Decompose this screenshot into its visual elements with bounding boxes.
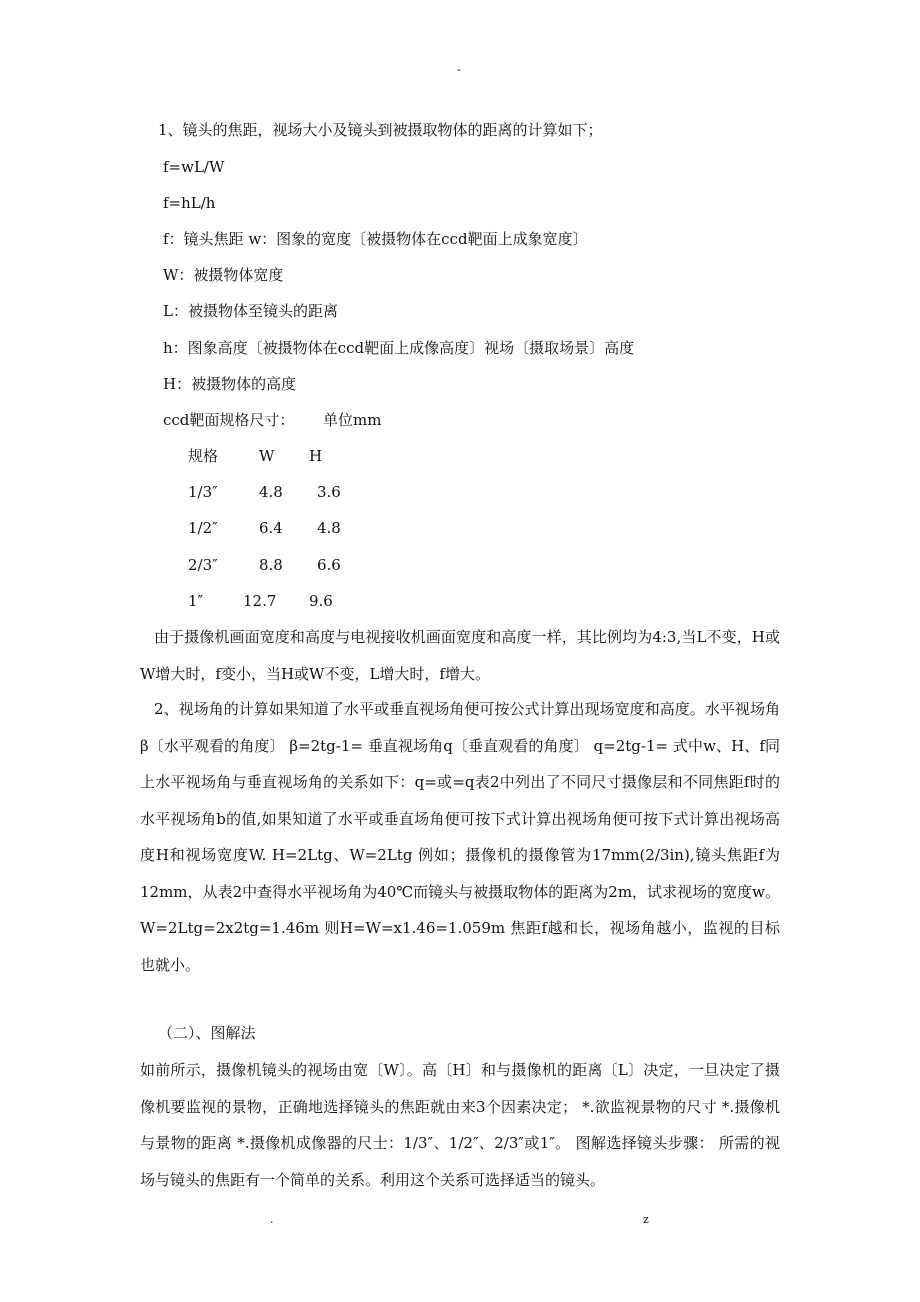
table-cell: 4.8 [317,519,341,537]
table-cell: 4.8 [259,483,283,501]
table-cell: 2/3″ [188,556,218,574]
formula-f-hl: f=hL/h [163,194,216,212]
definition-h: h：图象高度〔被摄物体在ccd靶面上成像高度〕视场〔摄取场景〕高度 [163,339,635,357]
definition-W: W：被摄物体宽度 [163,266,284,284]
table-cell: 6.6 [317,556,341,574]
paragraph-graphic-method: 如前所示，摄像机镜头的视场由宽〔W〕。高〔H〕和与摄像机的距离〔L〕决定，一旦决定了摄像机要监视的景物，正确地选择镜头的焦距就由来3个因素决定； *.欲监视景物的尺寸 *.摄像机与景物的距离 *.摄像机成像器的尺士：1/3″、1/2″、2/3″或1″。 图解选择镜头步骤： 所需的视场与镜头的焦距有一个简单的关系。利用这个关系可选择适当的镜头。 [140,1061,780,1189]
table-cell: 1″ [188,592,204,610]
paragraph-ratio: 由于摄像机画面宽度和高度与电视接收机画面宽度和高度一样，其比例均为4:3,当L不变，H或W增大时，f变小，当H或W不变，L增大时，f增大。 [140,628,780,683]
ccd-table-title: ccd靶面规格尺寸： [163,411,295,429]
table-cell: 6.4 [259,519,283,537]
table-header-spec: 规格 [188,447,219,465]
table-cell: 1/3″ [188,483,218,501]
formula-f-wl: f=wL/W [163,158,225,176]
footer-left-mark: . [270,1213,274,1226]
ccd-table-unit: 单位mm [323,411,382,429]
definition-L: L：被摄物体至镜头的距离 [163,302,338,320]
definition-H: H：被摄物体的高度 [163,375,297,393]
header-mark: - [457,63,461,76]
table-cell: 12.7 [243,592,277,610]
table-cell: 1/2″ [188,519,218,537]
footer-right-mark: z [643,1213,649,1226]
table-header-h: H [309,447,323,465]
table-cell: 9.6 [309,592,333,610]
table-header-w: W [259,447,275,465]
paragraph-view-angle: 2、视场角的计算如果知道了水平或垂直视场角便可按公式计算出现场宽度和高度。水平视场角 β〔水平观看的角度〕 β=2tg-1= 垂直视场角q〔垂直观看的角度〕 q=2tg-1= 式中w、H、f同上水平视场角与垂直视场角的关系如下：q=或=q表2中列出了不同尺寸摄像层和不同焦距f时的水平视场角b的值,如果知道了水平或垂直场角便可按下式计算出视场角便可按下式计算出视场高度H和视场宽度W. H=2Ltg、W=2Ltg 例如；摄像机的摄像管为17mm(2/3in),镜头焦距f为12mm，从表2中查得水平视场角为40℃而镜头与被摄取物体的距离为2m，试求视场的宽度w。 W=2Ltg=2x2tg=1.46m 则H=W=x1.46=1.059m 焦距f越和长，视场角越小，监视的目标也就小。 [140,700,780,974]
table-cell: 8.8 [259,556,283,574]
section1-title: 1、镜头的焦距，视场大小及镜头到被摄取物体的距离的计算如下； [158,121,603,139]
table-cell: 3.6 [317,483,341,501]
definition-f: f：镜头焦距 w：图象的宽度〔被摄物体在ccd靶面上成象宽度〕 [163,230,588,248]
section2-title: （二）、图解法 [158,1024,256,1042]
